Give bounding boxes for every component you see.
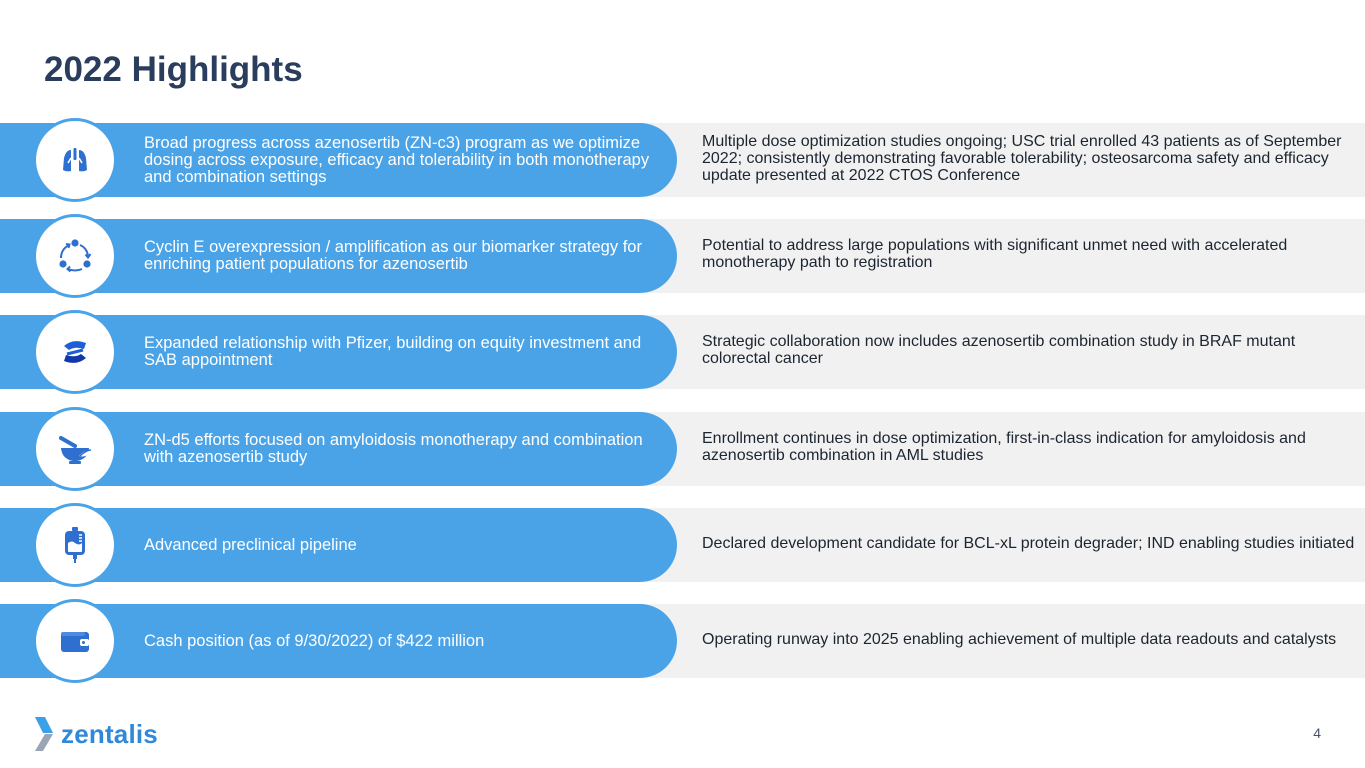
icon-circle xyxy=(33,407,117,491)
highlight-text: Broad progress across azenosertib (ZN-c3) program as we optimize dosing across exposure, efficacy and tolerability in both monotherapy and combination settings xyxy=(144,133,650,186)
detail-text: Enrollment continues in dose optimization, first-in-class indication for amyloidosis and azenosertib combination in AML studies xyxy=(702,430,1306,464)
mortar-pestle-icon xyxy=(55,429,95,469)
highlight-row xyxy=(0,508,1365,582)
wallet-icon xyxy=(55,621,95,661)
icon-circle xyxy=(33,599,117,683)
icon-circle xyxy=(33,503,117,587)
detail-text: Potential to address large populations with significant unmet need with accelerated monotherapy path to registration xyxy=(702,237,1288,271)
highlight-text: ZN-d5 efforts focused on amyloidosis monotherapy and combination with azenosertib study xyxy=(144,431,643,466)
detail-text: Strategic collaboration now includes azenosertib combination study in BRAF mutant colorectal cancer xyxy=(702,333,1296,367)
highlight-text: Expanded relationship with Pfizer, building on equity investment and SAB appointment xyxy=(144,334,642,369)
highlight-row xyxy=(0,604,1365,678)
zentalis-logo-mark-icon xyxy=(33,715,55,753)
cycle-arrows-icon xyxy=(55,236,95,276)
iv-bag-icon xyxy=(55,525,95,565)
icon-circle xyxy=(33,118,117,202)
highlight-row xyxy=(0,123,1365,197)
highlight-row xyxy=(0,219,1365,293)
icon-circle xyxy=(33,214,117,298)
detail-text: Declared development candidate for BCL-xL protein degrader; IND enabling studies initiated xyxy=(702,534,1355,552)
highlight-text: Cash position (as of 9/30/2022) of $422 million xyxy=(144,631,485,650)
highlight-text: Cyclin E overexpression / amplification as our biomarker strategy for enriching patient populations for azenosertib xyxy=(144,238,642,273)
highlight-row xyxy=(0,315,1365,389)
zentalis-wordmark: zentalis xyxy=(61,718,158,749)
highlight-text: Advanced preclinical pipeline xyxy=(144,535,357,554)
pfizer-logo-icon xyxy=(55,332,95,372)
slide-title: 2022 Highlights xyxy=(44,50,303,89)
detail-text: Operating runway into 2025 enabling achievement of multiple data readouts and catalysts xyxy=(702,630,1337,648)
icon-circle xyxy=(33,310,117,394)
detail-text: Multiple dose optimization studies ongoing; USC trial enrolled 43 patients as of September 2022; consistently demonstrating favorable tolerability; osteosarcoma safety and efficacy update presented at 2022 CTOS Conference xyxy=(702,132,1342,184)
zentalis-logo xyxy=(33,715,158,753)
highlight-row xyxy=(0,412,1365,486)
page-number: 4 xyxy=(1313,725,1321,741)
lungs-icon xyxy=(55,140,95,180)
